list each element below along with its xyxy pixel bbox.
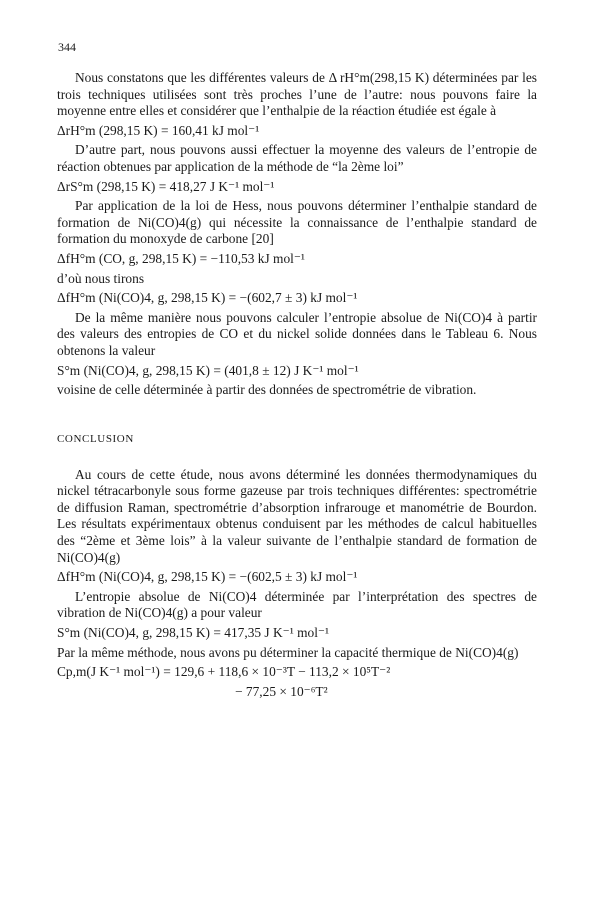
equation: ΔfH°m (CO, g, 298,15 K) = −110,53 kJ mol⁻¹ bbox=[57, 250, 305, 266]
equation: Cp,m(J K⁻¹ mol⁻¹) = 129,6 + 118,6 × 10⁻³T − 113,2 × 10⁵T⁻² bbox=[57, 664, 391, 680]
equation: S°m (Ni(CO)4, g, 298,15 K) = (401,8 ± 12) J K⁻¹ mol⁻¹ bbox=[57, 362, 359, 378]
body-text bbox=[57, 70, 537, 703]
paragraph: Par la même méthode, nous avons pu déterminer la capacité thermique de Ni(CO)4(g) bbox=[57, 644, 519, 660]
equation: ΔrH°m (298,15 K) = 160,41 kJ mol⁻¹ bbox=[57, 122, 260, 138]
section-heading: CONCLUSION bbox=[57, 432, 134, 445]
equation: ΔfH°m (Ni(CO)4, g, 298,15 K) = −(602,7 ± 3) kJ mol⁻¹ bbox=[57, 290, 358, 306]
paragraph: Nous constatons que les différentes valeurs de Δ rH°m(298,15 K) déterminées par les trois techniques utilisées sont très proches l’une de l’autre: nous pouvons faire la moyenne entre elles et considérer que l’enthalpie de la réaction étudiée est égale à bbox=[57, 70, 537, 119]
paragraph: D’autre part, nous pouvons aussi effectuer la moyenne des valeurs de l’entropie de réaction obtenues par application de la méthode de “la 2ème loi” bbox=[57, 142, 537, 174]
paragraph: L’entropie absolue de Ni(CO)4 déterminée par l’interprétation des spectres de vibration de Ni(CO)4(g) a pour valeur bbox=[57, 588, 537, 621]
paragraph: Au cours de cette étude, nous avons déterminé les données thermodynamiques du nickel tétracarbonyle sous forme gazeuse par trois techniques différentes: spectrométrie de diffusion Raman, spectrométrie d’absorption infrarouge et manométrie de Bourdon. Les résultats expérimentaux obtenus conduisent par les méthodes de calcul habituelles des “2ème et 3ème lois” à la valeur suivante de l’enthalpie standard de formation de Ni(CO)4(g) bbox=[57, 466, 537, 565]
paragraph: d’où nous tirons bbox=[57, 270, 145, 286]
equation: ΔrS°m (298,15 K) = 418,27 J K⁻¹ mol⁻¹ bbox=[57, 178, 275, 194]
paragraph: Par application de la loi de Hess, nous pouvons déterminer l’enthalpie standard de formation de Ni(CO)4(g) qui nécessite la connaissance de l’enthalpie standard de formation du monoxyde de carbone [20] bbox=[57, 198, 537, 247]
paragraph: De la même manière nous pouvons calculer l’entropie absolue de Ni(CO)4 à partir des valeurs des entropies de CO et du nickel solide données dans le Tableau 6. Nous obtenons la valeur bbox=[57, 309, 537, 358]
equation-continuation: − 77,25 × 10⁻⁶T² bbox=[235, 683, 328, 699]
equation: S°m (Ni(CO)4, g, 298,15 K) = 417,35 J K⁻¹ mol⁻¹ bbox=[57, 625, 330, 641]
page-number: 344 bbox=[58, 40, 76, 54]
paragraph: voisine de celle déterminée à partir des données de spectrométrie de vibration. bbox=[57, 382, 477, 398]
equation: ΔfH°m (Ni(CO)4, g, 298,15 K) = −(602,5 ± 3) kJ mol⁻¹ bbox=[57, 569, 358, 585]
